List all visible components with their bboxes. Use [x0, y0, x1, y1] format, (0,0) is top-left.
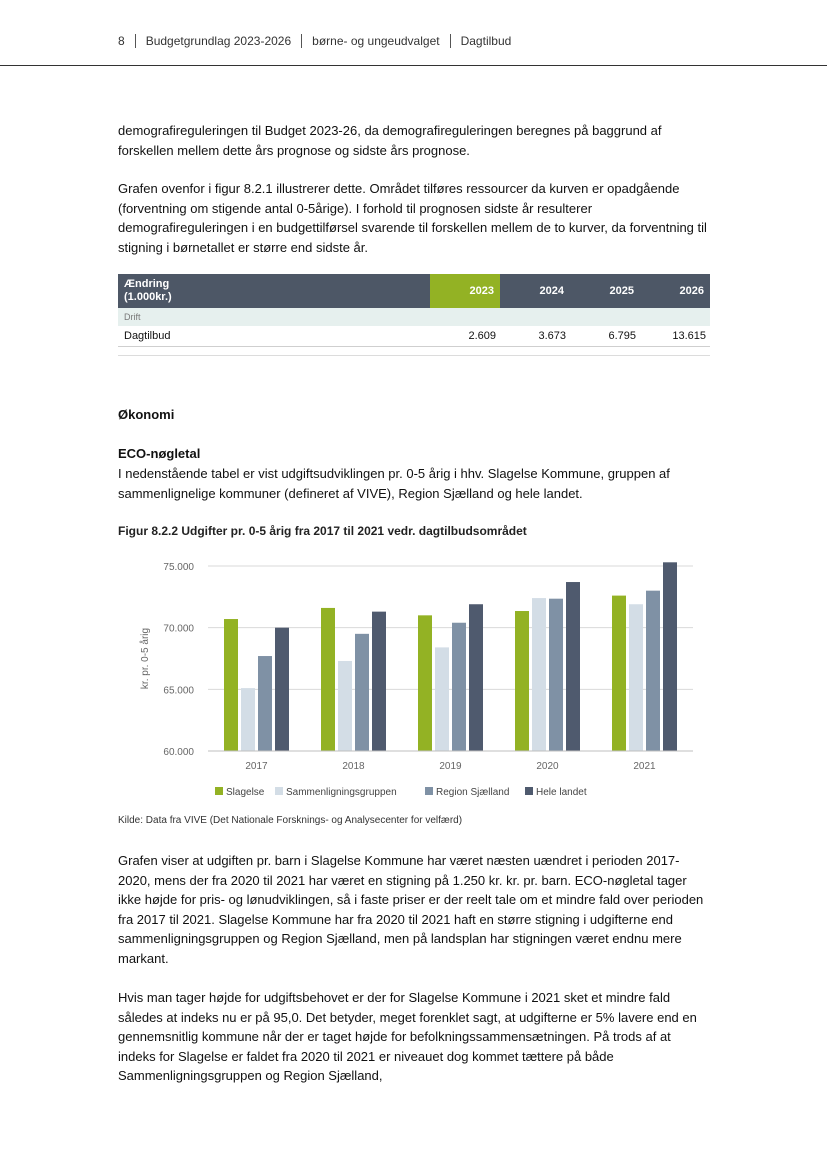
bar-sammenligningsgruppen-2020 — [532, 598, 546, 751]
table-group-label: Drift — [118, 308, 710, 326]
y-tick-label: 65.000 — [163, 685, 194, 697]
y-tick-label: 60.000 — [163, 747, 194, 758]
legend-label: Sammenligningsgruppen — [286, 787, 397, 798]
table-group-row — [118, 308, 710, 326]
paragraph-analysis: Grafen viser at udgiften pr. barn i Slagelse Kommune har været næsten uændret i perioden 2017-2020, mens der fra 2020 til 2021 har været en stigning på 1.250 kr. kr. pr. barn. ECO-nøgletal tager ikke højde for pris- og lønudviklingen, så i faste priser er der reelt tale om et mindre fald over perioden fra 2017 til 2021. Slagelse Kommune har fra 2020 til 2021 haft en større stigning i udgifterne end sammenligningsgruppen og Region Sjælland, men på landsplan har stigningen været endnu mere markant. — [118, 853, 704, 966]
bar-slagelse-2019 — [418, 615, 432, 751]
legend-swatch — [525, 787, 533, 795]
figure-title: Figur 8.2.2 Udgifter pr. 0-5 årig fra 2017 til 2021 vedr. dagtilbudsområdet — [118, 524, 527, 538]
bar-sammenligningsgruppen-2019 — [435, 647, 449, 751]
header-divider — [135, 34, 136, 48]
doc-title: Budgetgrundlag 2023-2026 — [145, 34, 292, 48]
legend-label: Region Sjælland — [436, 787, 510, 798]
table-cell: 13.615 — [640, 326, 710, 347]
expenditure-bar-chart — [118, 548, 708, 810]
budget-change-table — [118, 274, 710, 356]
table-row-label: Dagtilbud — [118, 326, 430, 347]
y-axis-label: kr. pr. 0-5 årig — [140, 627, 151, 690]
table-spacer-row — [118, 347, 710, 356]
bar-slagelse-2017 — [224, 619, 238, 751]
table-header-year: 2023 — [430, 274, 500, 308]
bar-hele-landet-2019 — [469, 604, 483, 751]
legend-label: Hele landet — [536, 787, 587, 798]
bar-region-sjælland-2017 — [258, 656, 272, 751]
bar-hele-landet-2020 — [566, 582, 580, 751]
x-tick-label: 2021 — [633, 761, 656, 772]
table-header-year: 2024 — [500, 274, 570, 308]
legend-swatch — [275, 787, 283, 795]
legend-label: Slagelse — [226, 787, 265, 798]
bar-hele-landet-2021 — [663, 562, 677, 751]
table-row — [118, 326, 710, 347]
header-divider — [301, 34, 302, 48]
table-header-row — [118, 274, 710, 308]
table-cell: 2.609 — [430, 326, 500, 347]
table-header-year: 2025 — [570, 274, 640, 308]
bar-slagelse-2018 — [321, 608, 335, 751]
x-tick-label: 2019 — [439, 761, 462, 772]
bar-region-sjælland-2020 — [549, 599, 563, 751]
bar-hele-landet-2017 — [275, 628, 289, 751]
figure-source: Kilde: Data fra VIVE (Det Nationale Forsknings- og Analysecenter for velfærd) — [118, 815, 463, 826]
bar-slagelse-2020 — [515, 611, 529, 751]
bar-region-sjælland-2019 — [452, 623, 466, 751]
header-divider — [450, 34, 451, 48]
table-header-label: Ændring (1.000kr.) — [118, 274, 430, 308]
page-header — [118, 34, 511, 48]
legend-swatch — [215, 787, 223, 795]
table-cell: 6.795 — [570, 326, 640, 347]
paragraph-figur-821: Grafen ovenfor i figur 8.2.1 illustrerer dette. Området tilføres ressourcer da kurven er opadgående (forventning om stigende antal 0-5årige). I forhold til prognosen sidste år resulterer demografireguleringen i en budgettilførsel svarende til forskellen mellem de to kurver, da forventning til stigning i børnetallet er større end sidste år. — [118, 181, 707, 255]
header-rule — [0, 65, 827, 66]
page-number: 8 — [118, 34, 125, 48]
heading-eco-noegletal: ECO-nøgletal — [118, 446, 201, 461]
bar-slagelse-2021 — [612, 596, 626, 751]
committee-name: børne- og ungeudvalget — [312, 34, 440, 48]
bar-sammenligningsgruppen-2018 — [338, 661, 352, 751]
bar-region-sjælland-2018 — [355, 634, 369, 751]
bar-sammenligningsgruppen-2021 — [629, 604, 643, 751]
table-header-year: 2026 — [640, 274, 710, 308]
x-tick-label: 2018 — [342, 761, 365, 772]
bar-region-sjælland-2021 — [646, 591, 660, 751]
bar-hele-landet-2018 — [372, 612, 386, 751]
y-tick-label: 75.000 — [163, 562, 194, 573]
heading-okonomi: Økonomi — [118, 407, 175, 422]
paragraph-demografi: demografireguleringen til Budget 2023-26, da demografireguleringen beregnes på baggrund af forskellen mellem dette års prognose og sidste års prognose. — [118, 123, 662, 158]
x-tick-label: 2017 — [245, 761, 268, 772]
legend-swatch — [425, 787, 433, 795]
paragraph-index: Hvis man tager højde for udgiftsbehovet er der for Slagelse Kommune i 2021 sket et mindre fald således at indeks nu er på 95,0. Det betyder, meget forenklet sagt, at udgifterne er 5% lavere end en gennemsnitlig kommune når der er taget højde for befolkningssammensætningen. På trods af at indeks for Slagelse er faldet fra 2020 til 2021 er niveauet dog kommet tættere på både Sammenligningsgruppen og Region Sjælland, — [118, 990, 697, 1083]
table-cell: 3.673 — [500, 326, 570, 347]
paragraph-eco: I nedenstående tabel er vist udgiftsudviklingen pr. 0-5 årig i hhv. Slagelse Kommune, gruppen af sammenlignelige kommuner (defineret af VIVE), Region Sjælland og hele landet. — [118, 466, 670, 501]
section-name: Dagtilbud — [460, 34, 512, 48]
bar-sammenligningsgruppen-2017 — [241, 688, 255, 751]
x-tick-label: 2020 — [536, 761, 559, 772]
y-tick-label: 70.000 — [163, 623, 194, 635]
